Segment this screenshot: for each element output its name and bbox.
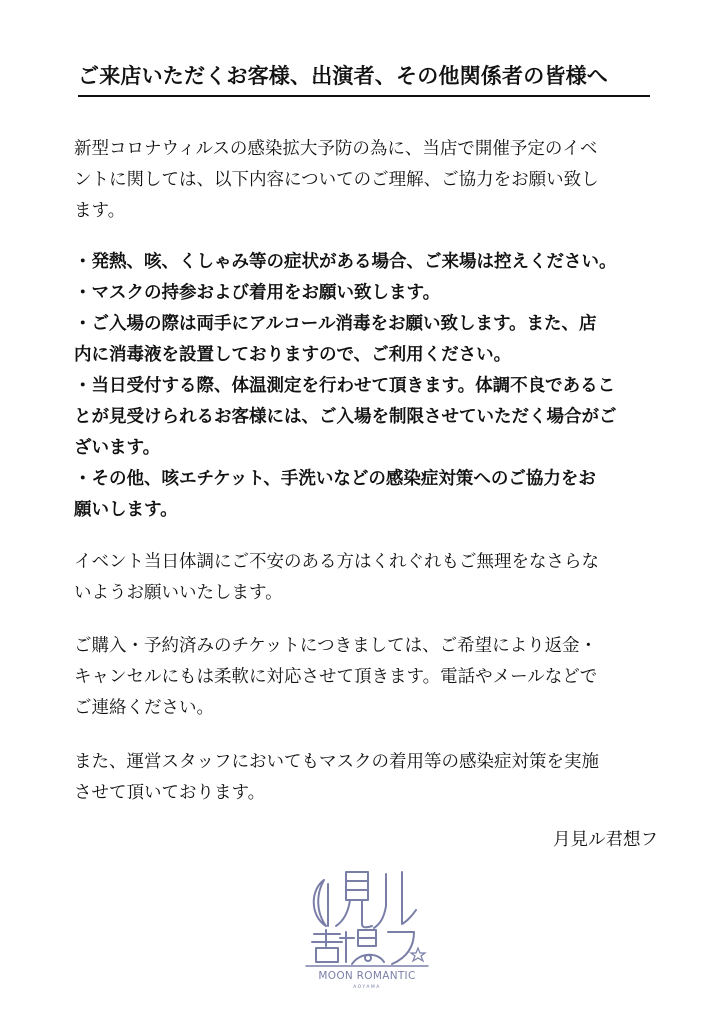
staff-line: させて頂いております。 bbox=[74, 783, 266, 803]
bullet-line: とが見受けられるお客様には、ご入場を制限させていただく場合がご bbox=[74, 407, 617, 427]
intro-line: 新型コロナウィルスの感染拡大予防の為に、当店で開催予定のイベ bbox=[74, 139, 598, 159]
refund-line: キャンセルにもは柔軟に対応させて頂きます。電話やメールなどで bbox=[74, 667, 598, 687]
logo-location: AOYAMA bbox=[353, 985, 381, 990]
signature: 月見ル君想フ bbox=[553, 830, 658, 850]
bullet-line: ・その他、咳エチケット、手洗いなどの感染症対策へのご協力をお bbox=[74, 469, 596, 489]
event-day-line: いようお願いいたします。 bbox=[74, 583, 283, 603]
bullet-line: ・発熱、咳、くしゃみ等の症状がある場合、ご来場は控えください。 bbox=[74, 252, 617, 272]
page-title: ご来店いただくお客様、出演者、その他関係者の皆様へ bbox=[78, 64, 608, 88]
intro-line: ます。 bbox=[74, 201, 126, 221]
intro-paragraph bbox=[74, 134, 664, 227]
refund-line: ご購入・予約済みのチケットにつきましては、ご希望により返金・ bbox=[74, 636, 598, 656]
bullet-list bbox=[74, 247, 674, 526]
bullet-line: ・ご入場の際は両手にアルコール消毒をお願い致します。また、店 bbox=[74, 314, 597, 334]
title-underline bbox=[78, 95, 650, 97]
refund-line: ご連絡ください。 bbox=[74, 698, 214, 718]
event-day-paragraph bbox=[74, 547, 664, 609]
event-day-line: イベント当日体調にご不安のある方はくれぐれもご無理をなさらな bbox=[74, 552, 599, 572]
intro-line: ントに関しては、以下内容についてのご理解、ご協力をお願い致し bbox=[74, 170, 599, 190]
moon-logo-mark bbox=[302, 866, 432, 970]
bullet-line: ・当日受付する際、体温測定を行わせて頂きます。体調不良であるこ bbox=[74, 376, 616, 396]
staff-paragraph bbox=[74, 747, 664, 809]
bullet-line: 願いします。 bbox=[74, 500, 178, 520]
refund-paragraph bbox=[74, 631, 664, 724]
staff-line: また、運営スタッフにおいてもマスクの着用等の感染症対策を実施 bbox=[74, 752, 599, 772]
bullet-line: ざいます。 bbox=[74, 438, 161, 458]
venue-logo bbox=[302, 866, 432, 1016]
bullet-line: 内に消毒液を設置しておりますので、ご利用ください。 bbox=[74, 345, 512, 365]
logo-name: MOON ROMANTIC bbox=[318, 970, 416, 982]
bullet-line: ・マスクの持参および着用をお願い致します。 bbox=[74, 283, 441, 303]
